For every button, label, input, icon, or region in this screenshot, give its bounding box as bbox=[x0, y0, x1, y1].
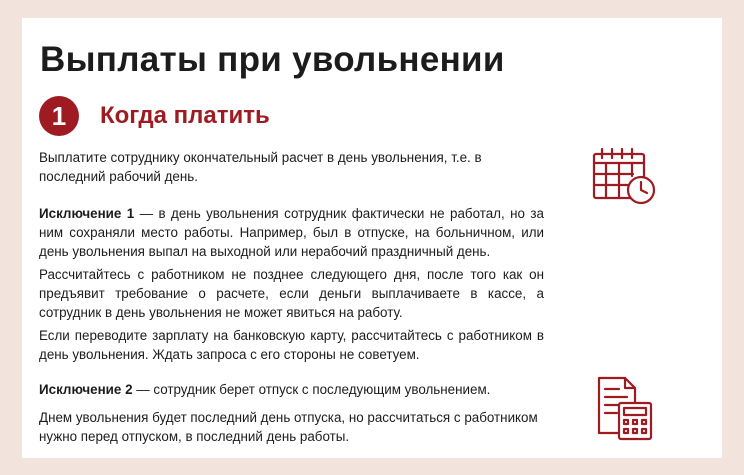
page-title: Выплаты при увольнении bbox=[40, 40, 505, 79]
calendar-clock-icon bbox=[591, 146, 657, 206]
info-card bbox=[22, 18, 722, 458]
bank-card-paragraph: Если переводите зарплату на банковскую карту, рассчитайтесь с работником в день увольнения. Ждать запроса с его стороны не советуем. bbox=[39, 328, 544, 362]
document-calculator-icon bbox=[595, 375, 655, 441]
intro-paragraph: Выплатите сотруднику окончательный расчет в день увольнения, т.е. в последний рабочий день. bbox=[39, 150, 482, 184]
settle-next-day-paragraph: Рассчитайтесь с работником не позднее следующего дня, после того как он предъявит требование о расчете, если деньги выплачиваете в кассе, а сотрудник в день увольнения не может явиться на работу. bbox=[39, 267, 544, 320]
exception-2-label: Исключение 2 bbox=[39, 382, 133, 397]
exception-2-text: — сотрудник берет отпуск с последующим увольнением. bbox=[132, 382, 491, 397]
exception-1-text: — в день увольнения сотрудник фактически не работал, но за ним сохраняли место работы. Например, был в отпуске, на больничном, или день увольнения выпал на выходной или нерабочий праздничный день. bbox=[39, 206, 544, 259]
step-number-badge: 1 bbox=[39, 96, 79, 136]
exception-1-label: Исключение 1 bbox=[39, 206, 135, 221]
section-title: Когда платить bbox=[100, 102, 270, 129]
exception-1-paragraph bbox=[39, 204, 544, 261]
vacation-paragraph: Днем увольнения будет последний день отпуска, но рассчитаться с работником нужно перед отпуском, в последний день работы. bbox=[39, 410, 538, 444]
exception-2-paragraph bbox=[39, 380, 544, 399]
